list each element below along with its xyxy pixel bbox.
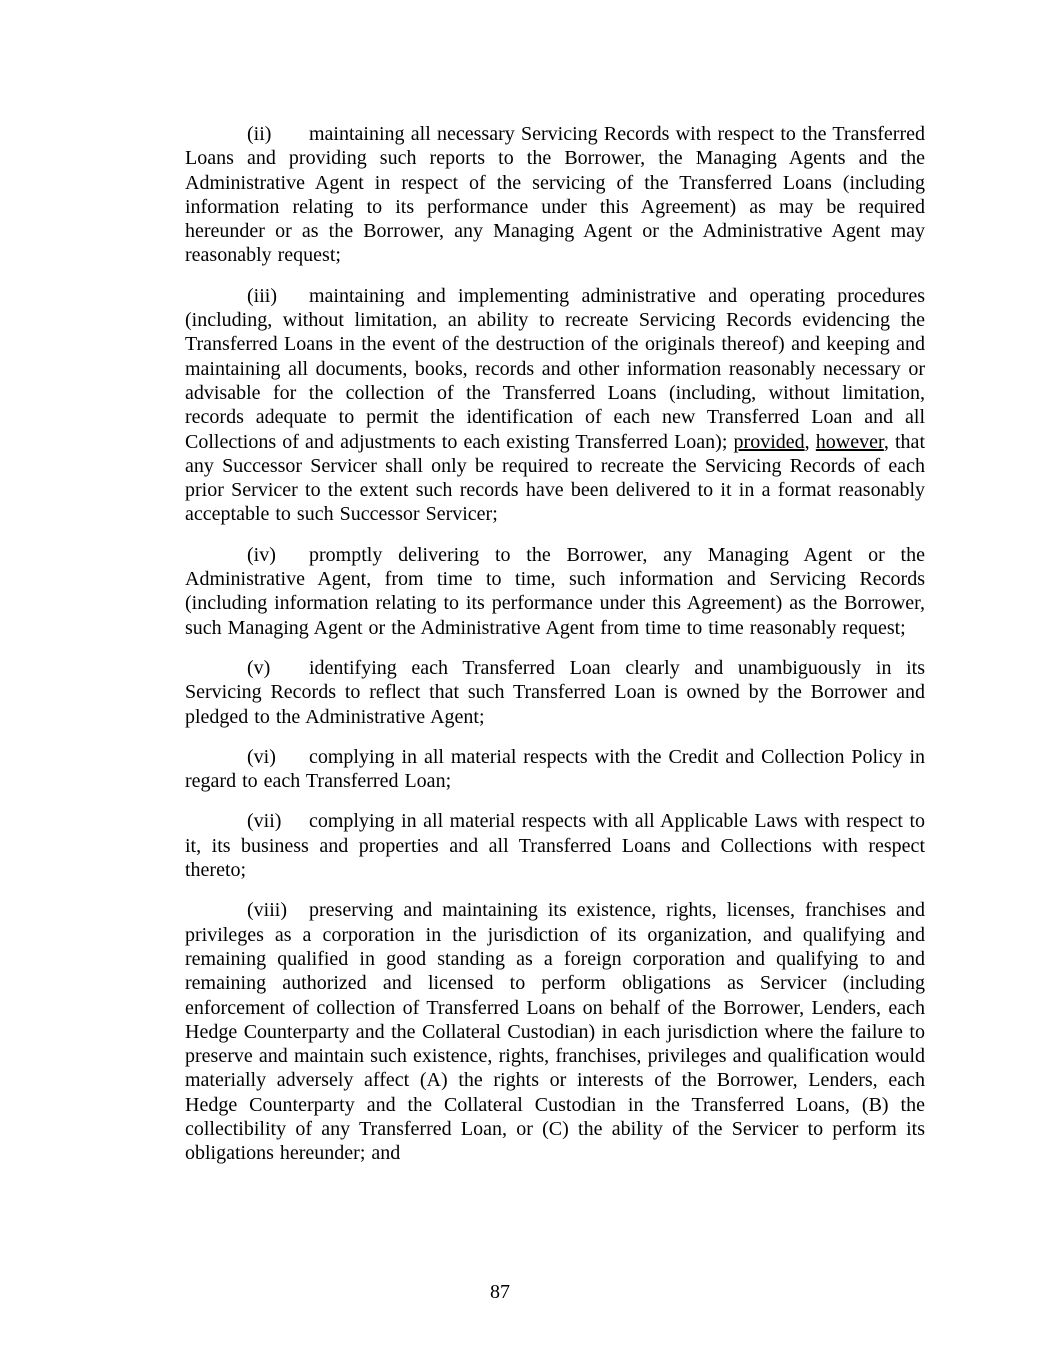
clause-ii	[185, 122, 925, 268]
clause-number: (vi)	[247, 745, 276, 768]
clause-vii	[185, 809, 925, 882]
clause-text: complying in all material respects with all Applicable Laws with respect to it, its business and properties and all Transferred Loans and Collections with respect thereto;	[185, 810, 925, 882]
clause-text: promptly delivering to the Borrower, any Managing Agent or the Administrative Agent, from time to time, such information and Servicing Records (including information relating to its performance under this Agreement) as the Borrower, such Managing Agent or the Administrative Agent from time to time reasonably request;	[185, 543, 925, 639]
document-body	[185, 122, 925, 1182]
clause-vi	[185, 745, 925, 794]
clause-text: identifying each Transferred Loan clearly and unambiguously in its Servicing Records to reflect that such Transferred Loan is owned by the Borrower and pledged to the Administrative Agent;	[185, 656, 925, 728]
clause-number: (vii)	[247, 810, 282, 833]
clause-text: preserving and maintaining its existence, rights, licenses, franchises and privileges as a corporation in the jurisdiction of its organization, and qualifying and remaining qualified in good standing as a foreign corporation and qualifying to and remaining authorized and licensed to perform obligations as Servicer (including enforcement of collection of Transferred Loans on behalf of the Borrower, Lenders, each Hedge Counterparty and the Collateral Custodian) in each jurisdiction where the failure to preserve and maintain such existence, rights, franchises, privileges and qualification would materially adversely affect (A) the rights or interests of the Borrower, Lenders, each Hedge Counterparty and the Collateral Custodian in the Transferred Loans, (B) the collectibility of any Transferred Loan, or (C) the ability of the Servicer to perform its obligations hereunder; and	[185, 899, 925, 1165]
clause-number: (iii)	[247, 284, 277, 307]
clause-viii	[185, 898, 925, 1165]
clause-text: maintaining all necessary Servicing Records with respect to the Transferred Loans and providing such reports to the Borrower, the Managing Agents and the Administrative Agent in respect of the servicing of the Transferred Loans (including information relating to its performance under this Agreement) as may be required hereunder or as the Borrower, any Managing Agent or the Administrative Agent may reasonably request;	[185, 123, 925, 267]
clause-number: (viii)	[247, 899, 287, 922]
clause-v	[185, 656, 925, 729]
clause-number: (v)	[247, 656, 271, 679]
clause-text: complying in all material respects with the Credit and Collection Policy in regard to each Transferred Loan;	[185, 745, 925, 793]
clause-iv	[185, 543, 925, 640]
clause-number: (iv)	[247, 543, 276, 566]
clause-iii	[185, 284, 925, 527]
page-number: 87	[490, 1281, 510, 1303]
clause-text: maintaining and implementing administrative and operating procedures (including, without limitation, an ability to recreate Servicing Records evidencing the Transferred Loans in the event of the destruction of the originals thereof) and keeping and maintaining all documents, books, records and other information reasonably necessary or advisable for the collection of the Transferred Loans (including, without limitation, records adequate to permit the identification of each new Transferred Loan and all Collections of and adjustments to each existing Transferred Loan); provided, however, that any Successor Servicer shall only be required to recreate the Servicing Records of each prior Servicer to the extent such records have been delivered to it in a format reasonably acceptable to such Successor Servicer;	[185, 284, 925, 526]
clause-number: (ii)	[247, 123, 272, 145]
